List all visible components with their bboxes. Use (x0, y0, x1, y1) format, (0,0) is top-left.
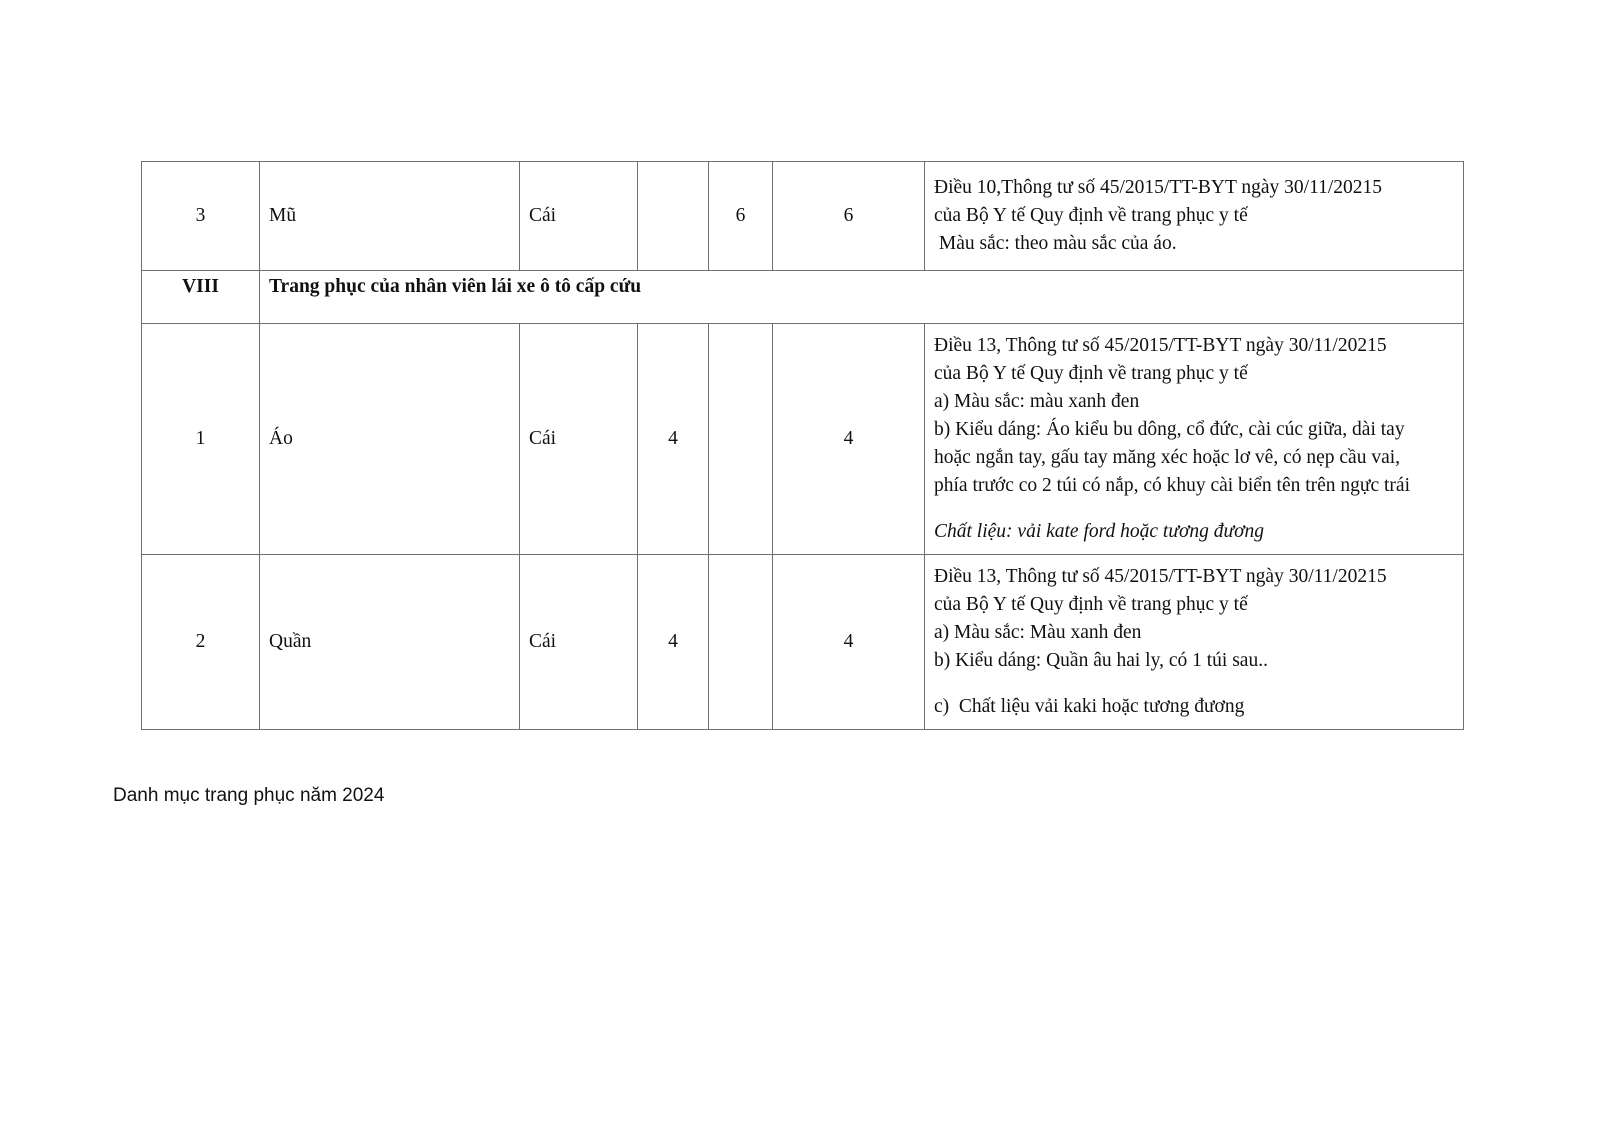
qty-col-1: 4 (638, 555, 709, 730)
description-line: b) Kiểu dáng: Áo kiểu bu dông, cổ đức, cài cúc giữa, dài tay (934, 419, 1405, 440)
item-description (925, 324, 1464, 555)
description-line: Màu sắc: theo màu sắc của áo. (934, 233, 1177, 254)
description-spacer (934, 675, 1454, 693)
table-row (142, 555, 1464, 730)
table-row (142, 162, 1464, 271)
item-unit: Cái (520, 324, 638, 555)
table-row (142, 324, 1464, 555)
section-title: Trang phục của nhân viên lái xe ô tô cấp cứu (260, 271, 1464, 324)
item-name: Quần (260, 555, 520, 730)
material-note: Chất liệu: vải kate ford hoặc tương đương (934, 521, 1265, 542)
description-line: Điều 10,Thông tư số 45/2015/TT-BYT ngày 30/11/20215 (934, 177, 1383, 198)
uniform-spec-table (141, 161, 1464, 730)
description-spacer (934, 500, 1454, 518)
item-description (925, 162, 1464, 271)
description-line: a) Màu sắc: màu xanh đen (934, 391, 1140, 412)
description-line: Điều 13, Thông tư số 45/2015/TT-BYT ngày 30/11/20215 (934, 335, 1387, 356)
description-line: của Bộ Y tế Quy định về trang phục y tế (934, 363, 1248, 384)
description-line: a) Màu sắc: Màu xanh đen (934, 622, 1142, 643)
section-number: VIII (142, 271, 260, 324)
row-number: 1 (142, 324, 260, 555)
footer-caption: Danh mục trang phục năm 2024 (113, 785, 385, 806)
material-note: c) Chất liệu vải kaki hoặc tương đương (934, 696, 1245, 717)
row-number: 2 (142, 555, 260, 730)
qty-col-3: 4 (773, 555, 925, 730)
qty-col-2 (709, 324, 773, 555)
description-line: của Bộ Y tế Quy định về trang phục y tế (934, 205, 1248, 226)
qty-col-1 (638, 162, 709, 271)
qty-col-3: 4 (773, 324, 925, 555)
row-number: 3 (142, 162, 260, 271)
description-line: của Bộ Y tế Quy định về trang phục y tế (934, 594, 1248, 615)
description-line: phía trước co 2 túi có nắp, có khuy cài biển tên trên ngực trái (934, 475, 1410, 496)
item-name: Áo (260, 324, 520, 555)
description-line: b) Kiểu dáng: Quần âu hai ly, có 1 túi sau.. (934, 650, 1268, 671)
qty-col-2: 6 (709, 162, 773, 271)
item-description (925, 555, 1464, 730)
item-unit: Cái (520, 555, 638, 730)
description-line: hoặc ngắn tay, gấu tay măng xéc hoặc lơ vê, có nẹp cầu vai, (934, 447, 1401, 468)
item-unit: Cái (520, 162, 638, 271)
qty-col-1: 4 (638, 324, 709, 555)
description-line: Điều 13, Thông tư số 45/2015/TT-BYT ngày 30/11/20215 (934, 566, 1387, 587)
qty-col-2 (709, 555, 773, 730)
qty-col-3: 6 (773, 162, 925, 271)
item-name: Mũ (260, 162, 520, 271)
section-header-row (142, 271, 1464, 324)
